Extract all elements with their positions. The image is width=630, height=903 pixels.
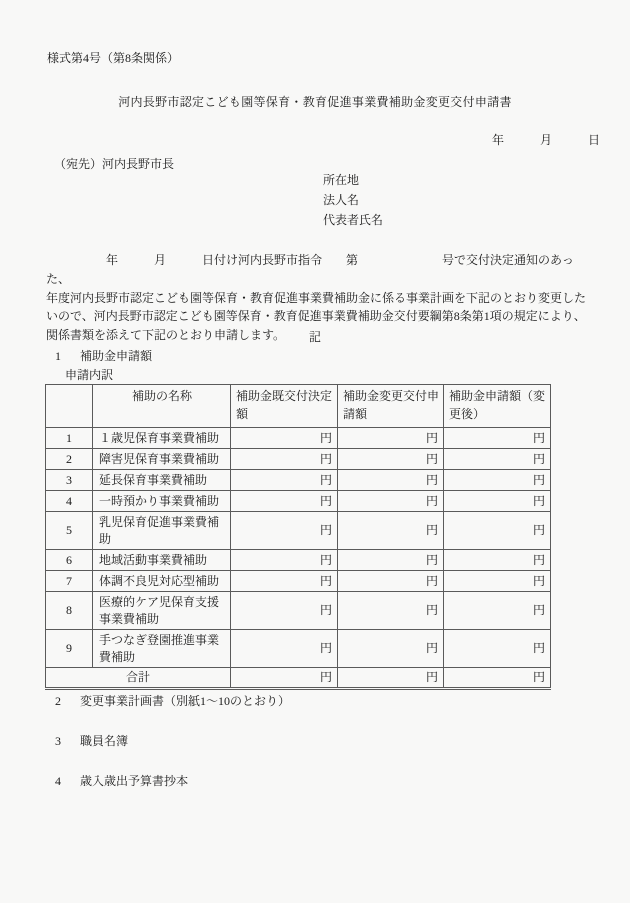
- subsidy-name: 地域活動事業費補助: [93, 550, 231, 571]
- decided-amount-cell: 円: [231, 491, 338, 512]
- subsidy-name: 一時預かり事業費補助: [93, 491, 231, 512]
- requested-amount-cell: 円: [444, 630, 551, 668]
- applicant-fields: [323, 170, 383, 230]
- table-header-row: [46, 385, 551, 428]
- section-label: 補助金申請額: [80, 349, 153, 363]
- subsidy-name: 医療的ケア児保育支援事業費補助: [93, 592, 231, 630]
- attachment-item: [55, 774, 290, 789]
- body-line: 関係書類を添えて下記のとおり申請します。: [46, 328, 286, 343]
- header-decided-amount: 補助金既交付決定額: [231, 385, 338, 428]
- requested-amount-cell: 円: [444, 449, 551, 470]
- decided-amount-cell: 円: [231, 470, 338, 491]
- body-line: 年度河内長野市認定こども園等保育・教育促進事業費補助金に係る事業計画を下記のとおり変更した: [46, 290, 587, 305]
- subsidy-name: 乳児保育促進事業費補助: [93, 512, 231, 550]
- header-empty: [46, 385, 93, 428]
- form-number: 様式第4号（第8条関係）: [47, 51, 180, 65]
- change-request-amount-cell: 円: [338, 630, 444, 668]
- table-row: [46, 449, 551, 470]
- table-row: [46, 512, 551, 550]
- attachment-item: [55, 734, 290, 749]
- header-change-request-amount: 補助金変更交付申請額: [338, 385, 444, 428]
- table-row: [46, 550, 551, 571]
- page-title: 河内長野市認定こども園等保育・教育促進事業費補助金変更交付申請書: [118, 95, 512, 109]
- ki-mark: 記: [308, 330, 321, 344]
- row-number: 5: [46, 512, 93, 550]
- section-number: 1: [55, 349, 61, 363]
- total-amount-cell: 円: [444, 668, 551, 689]
- applicant-field: 代表者氏名: [323, 213, 384, 227]
- change-request-amount-cell: 円: [338, 592, 444, 630]
- attachment-item: [55, 694, 290, 709]
- total-label: 合計: [46, 668, 231, 689]
- subsidy-table: [45, 384, 551, 690]
- attachment-number: 3: [55, 734, 61, 748]
- decided-amount-cell: 円: [231, 512, 338, 550]
- decided-amount-cell: 円: [231, 449, 338, 470]
- application-breakdown-label: 申請内訳: [65, 368, 114, 382]
- attachment-label: 歳入歳出予算書抄本: [80, 774, 189, 788]
- row-number: 2: [46, 449, 93, 470]
- requested-amount-cell: 円: [444, 428, 551, 449]
- row-number: 1: [46, 428, 93, 449]
- table-row: [46, 571, 551, 592]
- attachment-label: 変更事業計画書（別紙1～10のとおり）: [80, 694, 291, 708]
- header-subsidy-name: 補助の名称: [93, 385, 231, 428]
- row-number: 6: [46, 550, 93, 571]
- decided-amount-cell: 円: [231, 630, 338, 668]
- table-row: [46, 470, 551, 491]
- requested-amount-cell: 円: [444, 550, 551, 571]
- change-request-amount-cell: 円: [338, 571, 444, 592]
- total-amount-cell: 円: [231, 668, 338, 689]
- recipient-line: （宛先）河内長野市長: [54, 157, 175, 171]
- subsidy-name: １歳児保育事業費補助: [93, 428, 231, 449]
- subsidy-name: 手つなぎ登園推進事業費補助: [93, 630, 231, 668]
- requested-amount-cell: 円: [444, 491, 551, 512]
- subsidy-name: 延長保育事業費補助: [93, 470, 231, 491]
- subsidy-name: 障害児保育事業費補助: [93, 449, 231, 470]
- subsidy-name: 体調不良児対応型補助: [93, 571, 231, 592]
- table-row: [46, 630, 551, 668]
- table-row: [46, 592, 551, 630]
- decided-amount-cell: 円: [231, 592, 338, 630]
- requested-amount-cell: 円: [444, 512, 551, 550]
- row-number: 9: [46, 630, 93, 668]
- change-request-amount-cell: 円: [338, 449, 444, 470]
- applicant-field: 法人名: [323, 193, 360, 207]
- change-request-amount-cell: 円: [338, 550, 444, 571]
- table-row: [46, 428, 551, 449]
- total-amount-cell: 円: [338, 668, 444, 689]
- decided-amount-cell: 円: [231, 571, 338, 592]
- change-request-amount-cell: 円: [338, 491, 444, 512]
- section-1-heading: [55, 349, 152, 364]
- attachment-number: 2: [55, 694, 61, 708]
- body-line: 年 月 日付け河内長野市指令 第 号で交付決定通知のあった、: [46, 253, 574, 286]
- table-total-row: [46, 668, 551, 689]
- attachment-label: 職員名簿: [80, 734, 129, 748]
- change-request-amount-cell: 円: [338, 428, 444, 449]
- applicant-field: 所在地: [323, 173, 360, 187]
- change-request-amount-cell: 円: [338, 470, 444, 491]
- attachment-list: [55, 694, 290, 814]
- change-request-amount-cell: 円: [338, 512, 444, 550]
- decided-amount-cell: 円: [231, 428, 338, 449]
- date-line: 年 月 日: [491, 133, 600, 147]
- requested-amount-cell: 円: [444, 470, 551, 491]
- requested-amount-cell: 円: [444, 592, 551, 630]
- decided-amount-cell: 円: [231, 550, 338, 571]
- body-line: いので、河内長野市認定こども園等保育・教育促進事業費補助金交付要綱第8条第1項の規定により、: [46, 309, 586, 324]
- row-number: 4: [46, 491, 93, 512]
- requested-amount-cell: 円: [444, 571, 551, 592]
- attachment-number: 4: [55, 774, 61, 788]
- row-number: 8: [46, 592, 93, 630]
- row-number: 7: [46, 571, 93, 592]
- table-row: [46, 491, 551, 512]
- header-requested-amount-after-change: 補助金申請額（変更後）: [444, 385, 551, 428]
- row-number: 3: [46, 470, 93, 491]
